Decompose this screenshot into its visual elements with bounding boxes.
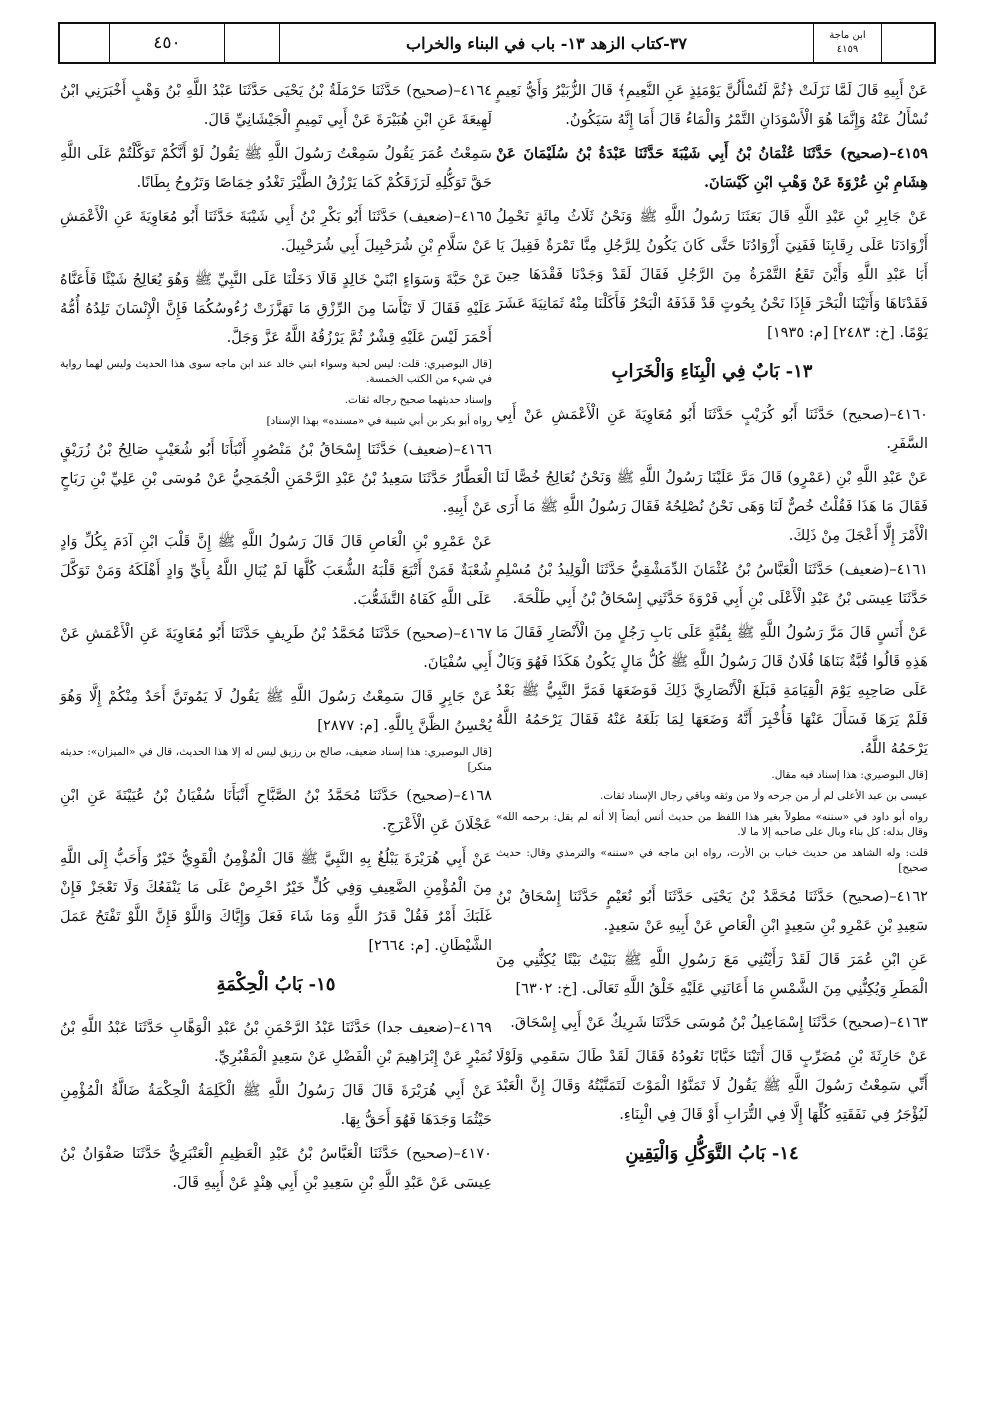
chapter-heading: ١٤- بَابُ التَّوَكُّلِ وَالْيَقِينِ	[625, 1143, 799, 1164]
source-book: ابن ماجة	[829, 30, 866, 41]
chapter-heading: ١٥- بَابُ الْحِكْمَةِ	[216, 974, 336, 995]
hadith-text: عَنْ جَابِرِ بْنِ عَبْدِ اللَّهِ قَالَ بَعَثَنَا رَسُولُ اللَّهِ ﷺ وَنَحْنُ ثَلَاثُ مِائَةٍ نَحْمِلُ أَزْوَادَنَا عَلَى رِقَابِنَا فَفَنِيَ أَزْوَادُنَا حَتَّى كَانَ يَكُونُ لِلرَّجُلِ مِنَّا تَمْرَةٌ فَقِيلَ يَا أَبَا عَبْدِ اللَّهِ وَأَيْنَ تَقَعُ التَّمْرَةُ مِنَ الرَّجُلِ فَقَالَ لَقَدْ وَجَدْنَا فَقْدَهَا حِينَ فَقَدْنَاهَا وَأَتَيْنَا الْبَحْرَ فَإِذَا نَحْنُ بِحُوتٍ قَدْ قَذَفَهُ الْبَحْرُ فَأَكَلْنَا مِنْهُ ثَمَانِيَةَ عَشَرَ يَوْمًا. [خ: ٢٤٨٣] [م: ١٩٣٥]	[496, 208, 928, 341]
hadith-isnad: ٤١٦٦–(ضعيف) حَدَّثَنَا إِسْحَاقُ بْنُ مَنْصُورٍ أَنْبَأَنَا أَبُو شُعَيْبٍ صَالِحُ بْنُ زُرَيْقٍ الْعَطَّارُ حَدَّثَنَا سَعِيدُ بْنُ عَبْدِ الرَّحْمَنِ الْجُمَحِيُّ عَنْ مُوسَى بْنِ عَلِيِّ بْنِ رَبَاحٍ عَنْ أَبِيهِ.	[60, 441, 492, 516]
footnote: [قال البوصيري: هذا إسناد ضعيف، صالح بن رزيق ليس له إلا هذا الحديث، قال في «الميزان»: حديثه منكر]	[60, 746, 492, 773]
first-hadith-number: ٤١٥٩	[836, 44, 859, 55]
left-column	[60, 76, 492, 1202]
hadith-isnad: ٤١٦٣–(صحيح) حَدَّثَنَا إِسْمَاعِيلُ بْنُ مُوسَى حَدَّثَنَا شَرِيكٌ عَنْ أَبِي إِسْحَاقَ.	[510, 1014, 928, 1031]
footnote: عيسى بن عبد الأعلى لم أر من جرحه ولا من وثقه وباقي رجال الإسناد ثقات.	[599, 790, 928, 802]
footnote: [قال البوصيري: قلت: ليس لحبة وسواء ابني خالد عند ابن ماجه سوى هذا الحديث وليس لهما رواية في شيء من الكتب الخمسة.	[60, 358, 492, 385]
hadith-isnad: ٤١٦٧–(صحيح) حَدَّثَنَا مُحَمَّدُ بْنُ طَرِيفٍ حَدَّثَنَا أَبُو مُعَاوِيَةَ عَنِ الْأَعْمَشِ عَنْ أَبِي سُفْيَانَ.	[60, 625, 492, 671]
hadith-isnad: ٤١٦٨–(صحيح) حَدَّثَنَا مُحَمَّدُ بْنُ الصَّبَّاحِ أَنْبَأَنَا سُفْيَانُ بْنُ عُيَيْنَةَ عَنِ ابْنِ عَجْلَانَ عَنِ الْأَعْرَجِ.	[60, 787, 492, 833]
header-blank-cell	[225, 24, 280, 62]
page-number: ٤٥٠	[110, 24, 225, 62]
page-header	[58, 22, 936, 64]
hadith-text: عَنْ أَبِي هُرَيْرَةَ يَبْلُغُ بِهِ النَّبِيَّ ﷺ قَالَ الْمُؤْمِنُ الْقَوِيُّ خَيْرٌ وَأَحَبُّ إِلَى اللَّهِ مِنَ الْمُؤْمِنِ الضَّعِيفِ وَفِي كُلٍّ خَيْرٌ احْرِصْ عَلَى مَا يَنْفَعُكَ وَلَا تَعْجَزْ فَإِنْ غَلَبَكَ أَمْرٌ فَقُلْ قَدَرُ اللَّهِ وَمَا شَاءَ فَعَلَ وَإِيَّاكَ وَاللَّوْ فَإِنَّ اللَّوْ تَفْتَحُ عَمَلَ الشَّيْطَانِ. [م: ٢٦٦٤]	[60, 850, 492, 954]
hadith-isnad: ٤١٦٩–(ضعيف جدا) حَدَّثَنَا عَبْدُ الرَّحْمَنِ بْنُ عَبْدِ الْوَهَّابِ حَدَّثَنَا عَبْدُ اللَّهِ بْنُ نُمَيْرٍ عَنْ إِبْرَاهِيمَ بْنِ الْفَضْلِ عَنْ سَعِيدٍ الْمَقْبُرِيِّ.	[60, 1019, 492, 1065]
hadith-text: عَنْ أَبِيهِ قَالَ لَمَّا نَزَلَتْ ﴿ثُمَّ لَتُسْأَلُنَّ يَوْمَئِذٍ عَنِ النَّعِيمِ﴾ قَالَ الزُّبَيْرُ وَأَيُّ نَعِيمٍ نُسْأَلُ عَنْهُ وَإِنَّمَا هُوَ الْأَسْوَدَانِ التَّمْرُ وَالْمَاءُ قَالَ أَمَا إِنَّهُ سَيَكُونُ.	[496, 82, 928, 128]
hadith-text: عَنْ جَابِرٍ قَالَ سَمِعْتُ رَسُولَ اللَّهِ ﷺ يَقُولُ لَا يَمُوتَنَّ أَحَدٌ مِنْكُمْ إِلَّا وَهُوَ يُحْسِنُ الظَّنَّ بِاللَّهِ. [م: ٢٨٧٧]	[60, 688, 492, 734]
right-column	[496, 76, 928, 1182]
footnote: [قال البوصيري: هذا إسناد فيه مقال.	[771, 769, 928, 781]
header-blank-cell	[60, 24, 110, 62]
hadith-isnad: ٤١٦١–(ضعيف) حَدَّثَنَا الْعَبَّاسُ بْنُ عُثْمَانَ الدِّمَشْقِيُّ حَدَّثَنَا الْوَلِيدُ بْنُ مُسْلِمٍ حَدَّثَنَا عِيسَى بْنُ عَبْدِ الْأَعْلَى بْنِ أَبِي فَرْوَةَ حَدَّثَنِي إِسْحَاقُ بْنُ أَبِي طَلْحَةَ.	[496, 561, 928, 607]
hadith-isnad: ٤١٧٠–(صحيح) حَدَّثَنَا الْعَبَّاسُ بْنُ عَبْدِ الْعَظِيمِ الْعَنْبَرِيُّ حَدَّثَنَا صَفْوَانُ بْنُ عِيسَى عَنْ عَبْدِ اللَّهِ بْنِ سَعِيدِ بْنِ أَبِي هِنْدٍ عَنْ أَبِيهِ قَالَ.	[60, 1145, 492, 1191]
hadith-isnad: ٤١٦٥–(ضعيف) حَدَّثَنَا أَبُو بَكْرِ بْنُ أَبِي شَيْبَةَ حَدَّثَنَا أَبُو مُعَاوِيَةَ عَنِ الْأَعْمَشِ عَنْ سَلَّامِ بْنِ شُرَحْبِيلَ أَبِي شُرَحْبِيلَ.	[60, 208, 492, 254]
footnote: قلت: وله الشاهد من حديث خباب بن الأرت، رواه ابن ماجه في «سننه» والترمذي وقال: حديث صحيح]	[496, 847, 928, 874]
hadith-text: عَنْ عَبْدِ اللَّهِ بْنِ (عَمْرٍو) قَالَ مَرَّ عَلَيْنَا رَسُولُ اللَّهِ ﷺ وَنَحْنُ نُعَالِجُ خُصًّا لَنَا فَقَالَ مَا هَذَا فَقُلْتُ خُصٌّ لَنَا وَهَى نَحْنُ نُصْلِحُهُ فَقَالَ رَسُولُ اللَّهِ ﷺ مَا أَرَى الْأَمْرَ إِلَّا أَعْجَلَ مِنْ ذَلِكَ.	[496, 469, 928, 544]
footnote: رواه أبو بكر بن أبي شيبة في «مسنده» بهذا الإسناد]	[266, 415, 492, 427]
hadith-text: عَنْ أَبِي هُرَيْرَةَ قَالَ قَالَ رَسُولُ اللَّهِ ﷺ الْكَلِمَةُ الْحِكْمَةُ ضَالَّةُ الْمُؤْمِنِ حَيْثُمَا وَجَدَهَا فَهُوَ أَحَقُّ بِهَا.	[60, 1082, 492, 1128]
source-reference	[814, 24, 882, 62]
footnote: وإسناد حديثهما صحيح رجاله ثقات.	[344, 394, 492, 406]
hadith-isnad: ٤١٦٢–(صحيح) حَدَّثَنَا مُحَمَّدُ بْنُ يَحْيَى حَدَّثَنَا أَبُو نُعَيْمٍ حَدَّثَنَا إِسْحَاقُ بْنُ سَعِيدِ بْنِ عَمْرِو بْنِ سَعِيدٍ ابْنِ الْعَاصِ عَنْ أَبِيهِ عَنْ سَعِيدٍ.	[496, 888, 928, 934]
hadith-text: عَنْ حَبَّةَ وَسَوَاءٍ ابْنَيْ خَالِدٍ قَالَا دَخَلْنَا عَلَى النَّبِيِّ ﷺ وَهُوَ يُعَالِجُ شَيْئًا فَأَعَنَّاهُ عَلَيْهِ فَقَالَ لَا تَيْأَسَا مِنَ الرِّزْقِ مَا تَهَزَّزَتْ رُءُوسُكُمَا فَإِنَّ الْإِنْسَانَ تَلِدُهُ أُمُّهُ أَحْمَرَ لَيْسَ عَلَيْهِ قِشْرٌ ثُمَّ يَرْزُقُهُ اللَّهُ عَزَّ وَجَلَّ.	[60, 271, 493, 346]
hadith-text: سَمِعْتُ عُمَرَ يَقُولُ سَمِعْتُ رَسُولَ اللَّهِ ﷺ يَقُولُ لَوْ أَنَّكُمْ تَوَكَّلْتُمْ عَلَى اللَّهِ حَقَّ تَوَكُّلِهِ لَرَزَقَكُمْ كَمَا يَرْزُقُ الطَّيْرَ تَغْدُو خِمَاصًا وَتَرُوحُ بِطَانًا.	[60, 145, 492, 191]
hadith-isnad: ٤١٦٠–(صحيح) حَدَّثَنَا أَبُو كُرَيْبٍ حَدَّثَنَا أَبُو مُعَاوِيَةَ عَنِ الْأَعْمَشِ عَنْ أَبِي السَّفَرِ.	[496, 406, 928, 452]
chapter-heading: ١٣- بَابٌ فِي الْبِنَاءِ وَالْخَرَابِ	[611, 361, 813, 382]
hadith-text: عَنْ حَارِثَةَ بْنِ مُضَرِّبٍ قَالَ أَتَيْنَا خَبَّابًا نَعُودُهُ فَقَالَ لَقَدْ طَالَ سَقَمِي وَلَوْلَا أَنِّي سَمِعْتُ رَسُولَ اللَّهِ ﷺ يَقُولُ لَا تَمَنَّوُا الْمَوْتَ لَتَمَنَّيْتُهُ وَقَالَ إِنَّ الْعَبْدَ لَيُؤْجَرُ فِي نَفَقَتِهِ كُلِّهَا إِلَّا فِي التُّرَابِ أَوْ قَالَ فِي الْبِنَاءِ.	[496, 1048, 928, 1123]
footnote: رواه أبو داود في «سننه» مطولاً بغير هذا اللفظ من حديث أنس أيضاً إلا أنه لم يقل: برحمه الله» وقال بدله: كل بناء وبال على صاحبه إلا ما لا.	[496, 811, 928, 838]
header-blank-cell	[882, 24, 934, 62]
hadith-isnad: ٤١٦٤–(صحيح) حَدَّثَنَا حَرْمَلَةُ بْنُ يَحْيَى حَدَّثَنَا عَبْدُ اللَّهِ بْنُ وَهْبٍ أَخْبَرَنِي ابْنُ لَهِيعَةَ عَنِ ابْنِ هُبَيْرَةَ عَنْ أَبِي تَمِيمٍ الْجَيْشَانِيِّ قَالَ.	[60, 82, 492, 128]
hadith-text: عَنِ ابْنِ عُمَرَ قَالَ لَقَدْ رَأَيْتُنِي مَعَ رَسُولِ اللَّهِ ﷺ بَنَيْتُ بَيْتًا يُكِنُّنِي مِنَ الْمَطَرِ وَيُكِنُّنِي مِنَ الشَّمْسِ مَا أَعَانَنِي عَلَيْهِ خَلْقُ اللَّهِ تَعَالَى. [خ: ٦٣٠٢]	[496, 951, 928, 997]
hadith-text: عَنْ عَمْرِو بْنِ الْعَاصِ قَالَ قَالَ رَسُولُ اللَّهِ ﷺ إِنَّ قَلْبَ ابْنِ آدَمَ بِكُلِّ وَادٍ شُعْبَةٌ فَمَنْ أَتْبَعَ قَلْبَهُ الشُّعَبَ كُلَّهَا لَمْ يُبَالِ اللَّهُ بِأَيِّ وَادٍ أَهْلَكَهُ وَمَنْ تَوَكَّلَ عَلَى اللَّهِ كَفَاهُ التَّشَعُّبَ.	[60, 533, 492, 608]
running-title: ٣٧-كتاب الزهد ١٣- باب في البناء والخراب	[280, 24, 814, 62]
hadith-text: عَنْ أَنَسٍ قَالَ مَرَّ رَسُولُ اللَّهِ ﷺ بِقُبَّةٍ عَلَى بَابِ رَجُلٍ مِنَ الْأَنْصَارِ فَقَالَ مَا هَذِهِ قَالُوا قُبَّةٌ بَنَاهَا فُلَانٌ قَالَ رَسُولُ اللَّهِ ﷺ كُلُّ مَالٍ يَكُونُ هَكَذَا فَهُوَ وَبَالٌ عَلَى صَاحِبِهِ يَوْمَ الْقِيَامَةِ فَبَلَغَ الْأَنْصَارِيَّ ذَلِكَ فَوَضَعَهَا فَمَرَّ النَّبِيُّ ﷺ بَعْدُ فَلَمْ يَرَهَا فَسَأَلَ عَنْهَا فَأُخْبِرَ أَنَّهُ وَضَعَهَا لِمَا بَلَغَهُ عَنْهُ فَقَالَ يَرْحَمُهُ اللَّهُ يَرْحَمُهُ اللَّهُ.	[496, 624, 928, 757]
hadith-isnad: ٤١٥٩–(صحيح) حَدَّثَنَا عُثْمَانُ بْنُ أَبِي شَيْبَةَ حَدَّثَنَا عَبْدَةُ بْنُ سُلَيْمَانَ عَنْ هِشَامِ بْنِ عُرْوَةَ عَنْ وَهْبِ ابْنِ كَيْسَانَ.	[496, 145, 928, 191]
